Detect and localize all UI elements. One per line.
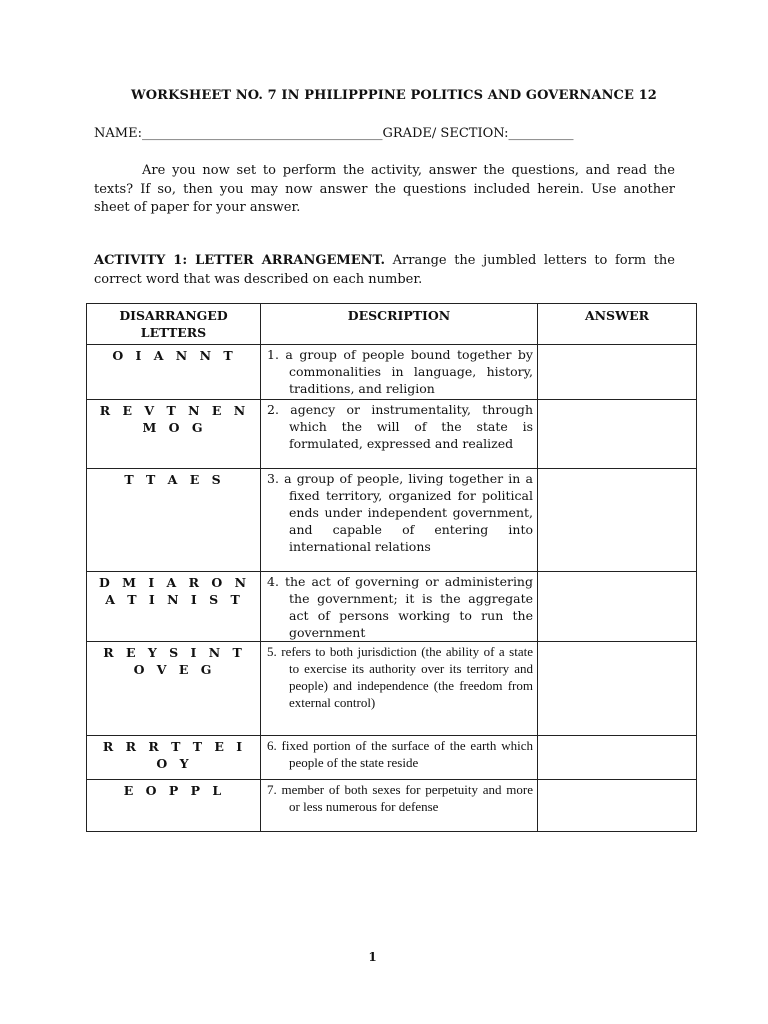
description-cell: 5. refers to both jurisdiction (the ability of a state to exercise its authority over its territory and people) and independence (the freedom from external control) [261, 642, 538, 736]
description-cell: 4. the act of governing or administering the government; it is the aggregate act of persons working to run the government [261, 572, 538, 642]
answer-cell[interactable] [538, 345, 697, 400]
intro-text: Are you now set to perform the activity, answer the questions, and read the texts? If so, then you may now answer the questions included herein. Use another sheet of paper for your answer. [94, 163, 675, 215]
table-row [87, 469, 697, 572]
description-cell: 2. agency or instrumentality, through which the will of the state is formulated, expressed and realized [261, 400, 538, 469]
worksheet-title: WORKSHEET NO. 7 IN PHILIPPPINE POLITICS AND GOVERNANCE 12 [131, 88, 657, 103]
page-number: 1 [368, 950, 377, 964]
activity-heading: ACTIVITY 1: LETTER ARRANGEMENT. [94, 253, 386, 268]
letters-cell: R R R T T E I O Y [87, 736, 261, 780]
activity-instruction: Arrange the jumbled letters to form the correct word that was described on each number. [94, 253, 675, 287]
table-row [87, 400, 697, 469]
table-header-row [87, 304, 697, 345]
description-cell: 7. member of both sexes for perpetuity and more or less numerous for defense [261, 780, 538, 832]
answer-cell[interactable] [538, 469, 697, 572]
name-grade-section-line: NAME:_____________________________________GRADE/ SECTION:__________ [94, 126, 574, 141]
intro-paragraph [94, 162, 675, 218]
header-answer: ANSWER [538, 304, 697, 345]
activity-instructions [94, 252, 675, 289]
table-row [87, 572, 697, 642]
letters-cell: R E Y S I N T O V E G [87, 642, 261, 736]
description-cell: 6. fixed portion of the surface of the earth which people of the state reside [261, 736, 538, 780]
answer-cell[interactable] [538, 572, 697, 642]
answer-cell[interactable] [538, 642, 697, 736]
answer-cell[interactable] [538, 780, 697, 832]
description-cell: 3. a group of people, living together in a fixed territory, organized for political ends under independent government, and capable of entering into international relations [261, 469, 538, 572]
letter-arrangement-table [86, 303, 697, 832]
letters-cell: R E V T N E N M O G [87, 400, 261, 469]
table-row [87, 780, 697, 832]
table-row [87, 736, 697, 780]
header-disarranged-letters: DISARRANGED LETTERS [87, 304, 261, 345]
letters-cell: T T A E S [87, 469, 261, 572]
description-cell: 1. a group of people bound together by commonalities in language, history, traditions, and religion [261, 345, 538, 400]
header-description: DESCRIPTION [261, 304, 538, 345]
answer-cell[interactable] [538, 736, 697, 780]
letters-cell: D M I A R O N A T I N I S T [87, 572, 261, 642]
letters-cell: E O P P L [87, 780, 261, 832]
answer-cell[interactable] [538, 400, 697, 469]
table-row [87, 345, 697, 400]
letters-cell: O I A N N T [87, 345, 261, 400]
table-row [87, 642, 697, 736]
